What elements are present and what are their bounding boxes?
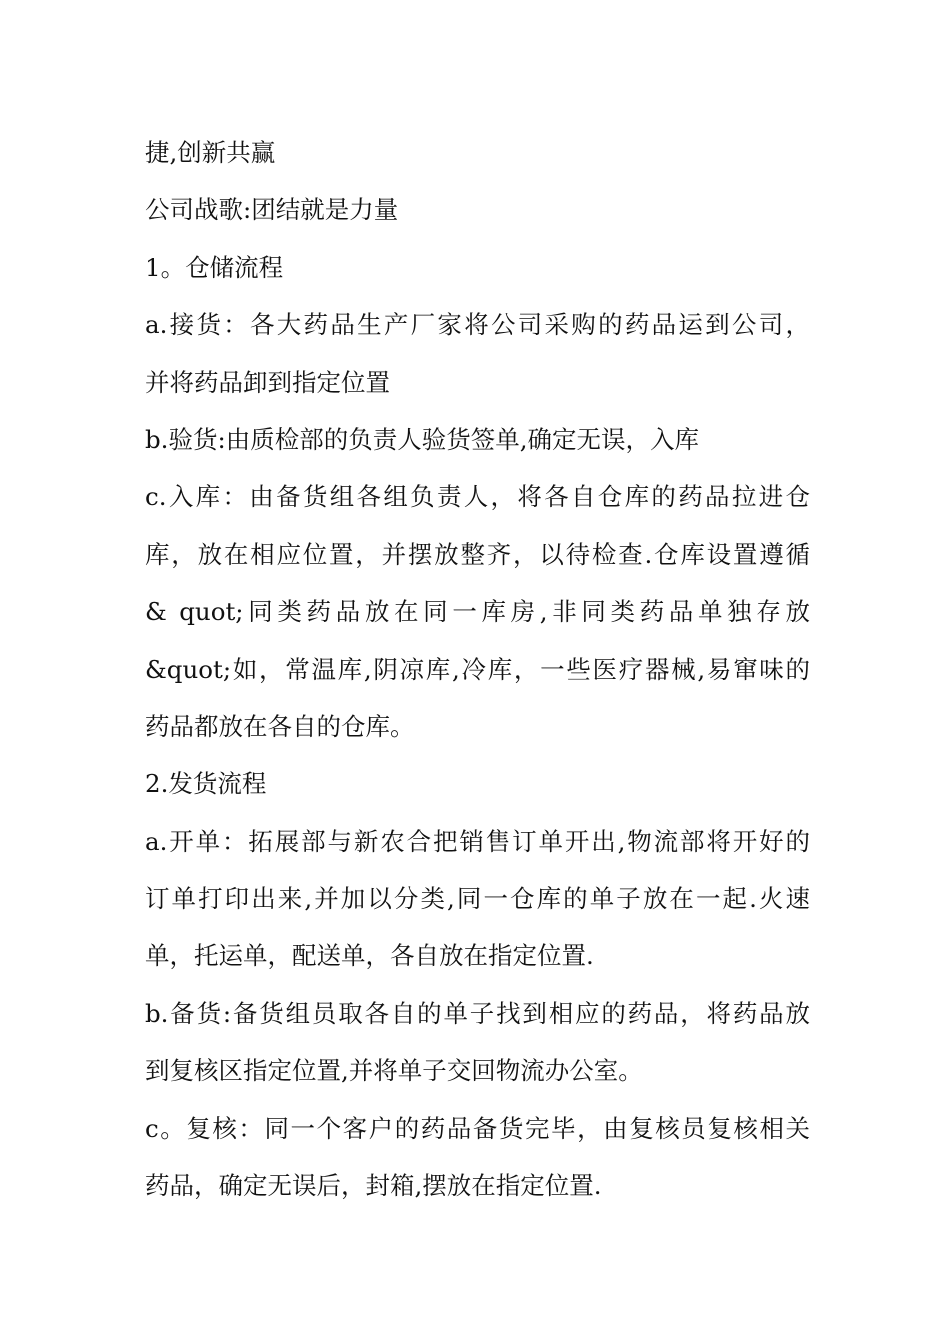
text-line: 单，托运单，配送单，各自放在指定位置.: [145, 941, 594, 971]
section-heading: 2.发货流程: [145, 769, 267, 799]
text-line: 并将药品卸到指定位置: [145, 367, 390, 397]
text-line: & quot;同类药品放在同一库房,非同类药品单独存放: [145, 597, 810, 627]
text-line: &quot;如，常温库,阴凉库,冷库，一些医疗器械,易窜味的: [145, 654, 810, 684]
text-line: 药品都放在各自的仓库。: [145, 711, 415, 741]
text-line: 捷,创新共赢: [145, 138, 276, 167]
text-line: 库，放在相应位置，并摆放整齐，以待检查.仓库设置遵循: [145, 539, 810, 569]
section-heading: 1。仓储流程: [145, 252, 284, 282]
text-line: b.备货:备货组员取各自的单子找到相应的药品，将药品放: [145, 998, 810, 1028]
text-line: 药品，确定无误后，封箱,摆放在指定位置.: [145, 1171, 602, 1201]
document-body: [145, 133, 810, 1223]
text-line: b.验货:由质检部的负责人验货签单,确定无误，入库: [145, 424, 700, 454]
text-line: c。复核：同一个客户的药品备货完毕，由复核员复核相关: [145, 1113, 810, 1143]
text-line: 到复核区指定位置,并将单子交回物流办公室。: [145, 1056, 643, 1086]
text-line: a.开单：拓展部与新农合把销售订单开出,物流部将开好的: [145, 826, 810, 856]
text-line: c.入库：由备货组各组负责人，将各自仓库的药品拉进仓: [145, 482, 810, 512]
text-line: 公司战歌:团结就是力量: [145, 195, 399, 225]
text-line: a.接货：各大药品生产厂家将公司采购的药品运到公司，: [145, 310, 810, 340]
text-line: 订单打印出来,并加以分类,同一仓库的单子放在一起.火速: [145, 884, 810, 914]
